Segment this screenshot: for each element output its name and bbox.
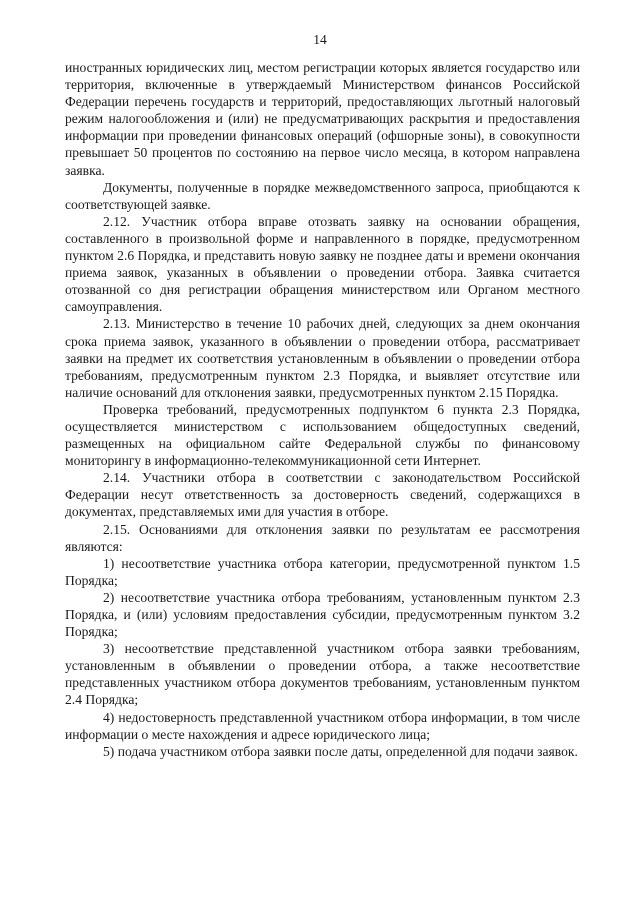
- page-number: 14: [313, 32, 327, 47]
- list-item-3: 3) несоответствие представленной участником отбора заявки требованиям, установленным в объявлении о проведении отбора, а также несоответствие представленных участником отбора документов требованиям, установленным пунктом 2.4 Порядка;: [65, 641, 580, 708]
- document-body: [65, 59, 580, 760]
- paragraph-interagency-documents: Документы, полученные в порядке межведомственного запроса, приобщаются к соответствующей заявке.: [65, 179, 580, 212]
- list-item-5: 5) подача участником отбора заявки после даты, определенной для подачи заявок.: [103, 743, 578, 759]
- list-item-4: 4) недостоверность представленной участником отбора информации, в том числе информации о месте нахождения и адресе юридического лица;: [65, 709, 580, 742]
- paragraph-clause-2-13: 2.13. Министерство в течение 10 рабочих дней, следующих за днем окончания срока приема заявок, указанного в объявлении о проведении отбора, рассматривает заявки на предмет их соответствия установленным в объявлении о проведении отбора требованиям, предусмотренным пунктом 2.3 Порядка, и выявляет отсутствие или наличие оснований для отклонения заявки, предусмотренных пунктом 2.15 Порядка.: [65, 316, 580, 400]
- paragraph-clause-2-12: 2.12. Участник отбора вправе отозвать заявку на основании обращения, составленного в произвольной форме и направленного в порядке, предусмотренном пунктом 2.6 Порядка, и представить новую заявку не позднее даты и времени окончания приема заявок, указанных в объявлении о проведении отбора. Заявка считается отозванной со дня регистрации обращения министерством или Органом местного самоуправления.: [65, 213, 580, 315]
- list-item-1: 1) несоответствие участника отбора категории, предусмотренной пунктом 1.5 Порядка;: [65, 555, 580, 588]
- paragraph-requirements-check: Проверка требований, предусмотренных подпунктом 6 пункта 2.3 Порядка, осуществляется министерством с использованием общедоступных сведений, размещенных на официальном сайте Федеральной службы по финансовому мониторингу в информационно-телекоммуникационной сети Интернет.: [65, 401, 580, 469]
- paragraph-foreign-entities: иностранных юридических лиц, местом регистрации которых является государство или территория, включенные в утверждаемый Министерством финансов Российской Федерации перечень государств и территорий, предоставляющих льготный налоговый режим налогообложения и (или) не предусматривающих раскрытия и предоставления информации при проведении финансовых операций (офшорные зоны), в совокупности превышает 50 процентов по состоянию на первое число месяца, в котором направлена заявка.: [65, 60, 580, 178]
- paragraph-clause-2-14: 2.14. Участники отбора в соответствии с законодательством Российской Федерации несут ответственность за достоверность сведений, содержащихся в документах, представляемых ими для участия в отборе.: [65, 470, 580, 520]
- list-item-2: 2) несоответствие участника отбора требованиям, установленным пунктом 2.3 Порядка, и (или) условиям предоставления субсидии, предусмотренным пунктом 3.2 Порядка;: [65, 589, 580, 640]
- paragraph-clause-2-15: 2.15. Основаниями для отклонения заявки по результатам ее рассмотрения являются:: [65, 521, 580, 554]
